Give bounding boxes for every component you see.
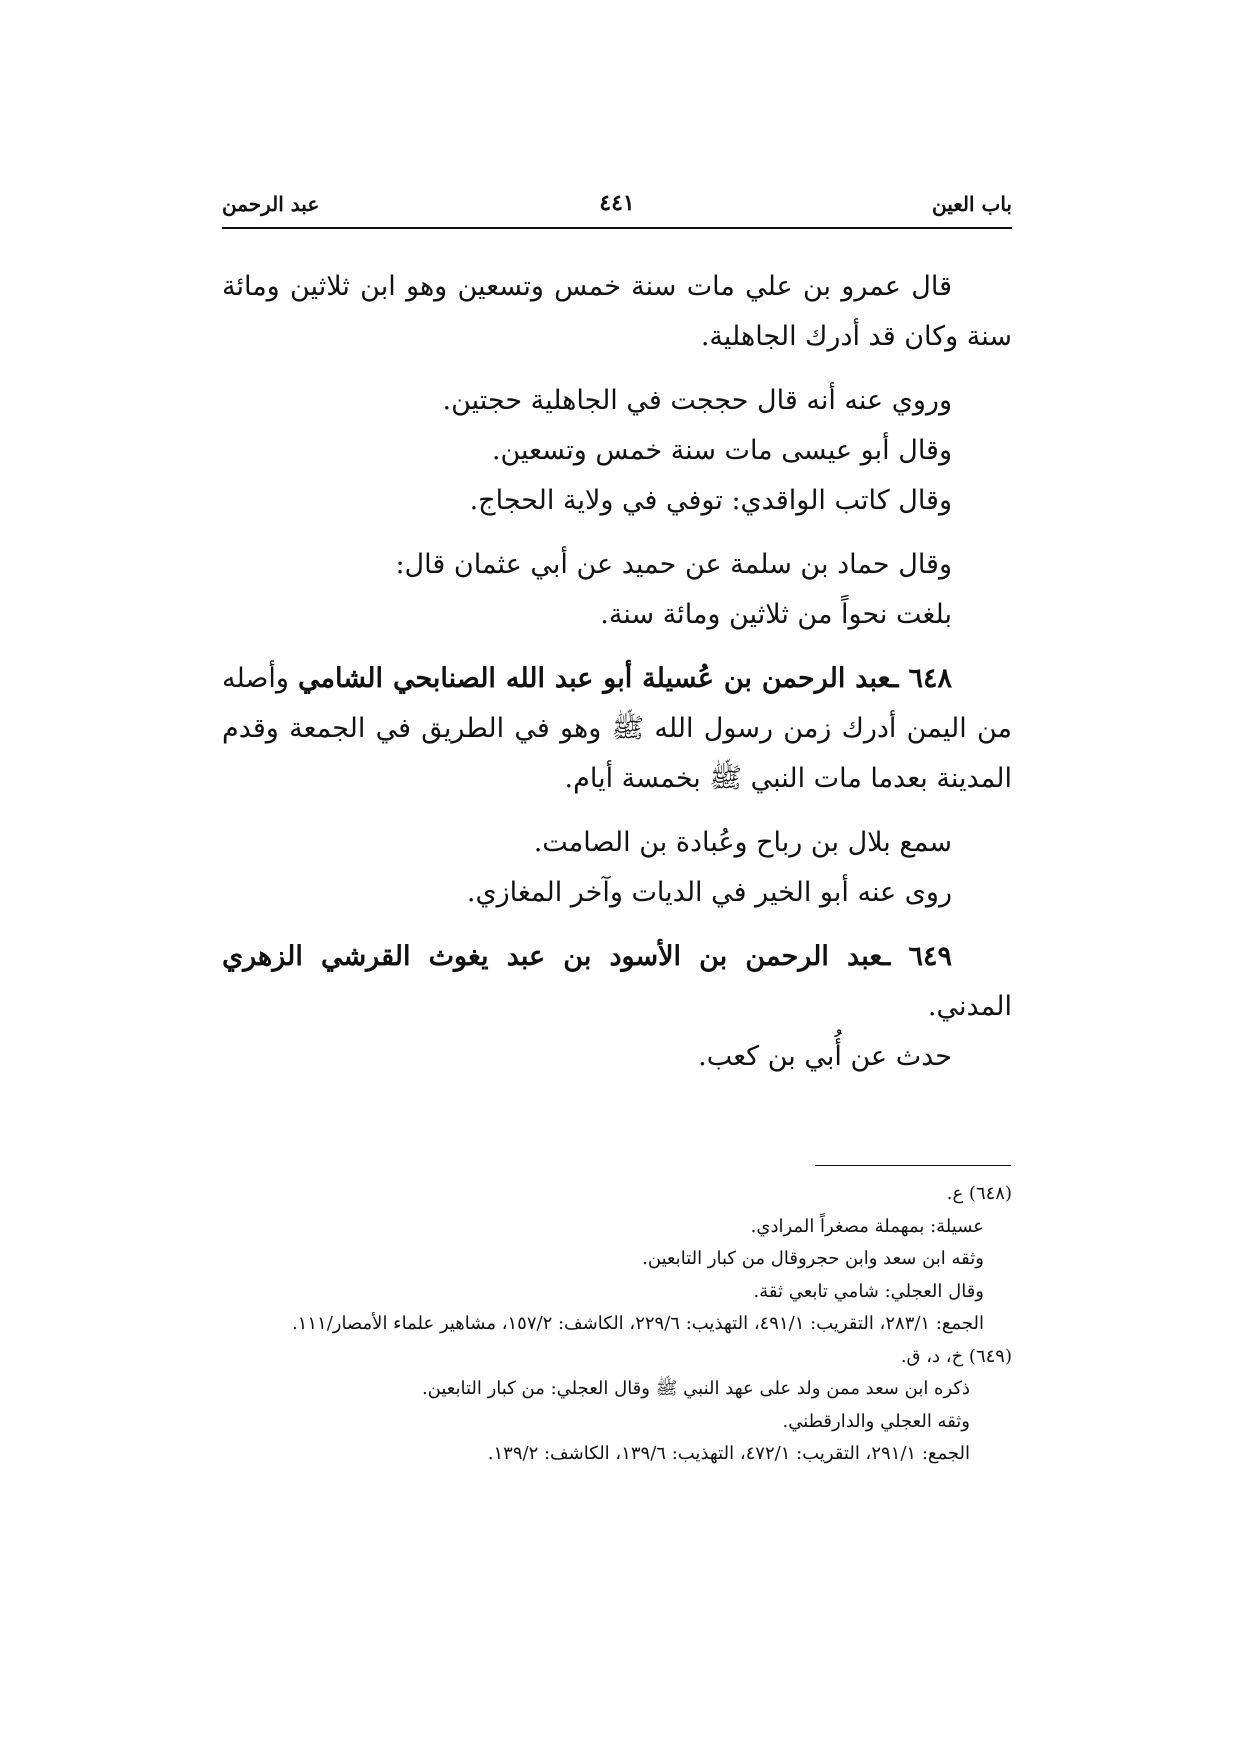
paragraph-death-age: قال عمرو بن علي مات سنة خمس وتسعين وهو ابن ثلاثين ومائة سنة وكان قد أدرك الجاهلية. xyxy=(222,271,1012,352)
footnote-649-heading: (٦٤٩) خ، د، ق. xyxy=(900,1345,1012,1367)
footnotes xyxy=(212,1178,1012,1471)
entry-649-text: المدني. xyxy=(927,991,1012,1022)
line-heard-bilal: سمع بلال بن رباح وعُبادة بن الصامت. xyxy=(533,827,952,858)
entry-648-number: ٦٤٨ ـ xyxy=(890,663,952,694)
line-hajj: وروي عنه أنه قال حججت في الجاهلية حجتين. xyxy=(442,385,952,416)
footnote-648-line: عسيلة: بمهملة مصغراً المرادي. xyxy=(750,1215,984,1237)
entry-649 xyxy=(222,932,1012,1032)
footnote-rule xyxy=(815,1165,1011,1166)
line-waqidi: وقال كاتب الواقدي: توفي في ولاية الحجاج. xyxy=(469,485,952,516)
chapter-title: باب العين xyxy=(931,192,1012,216)
entry-649-name: عبد الرحمن بن الأسود بن عبد يغوث القرشي الزهري xyxy=(222,941,883,972)
footnote-649-line: ذكره ابن سعد ممن ولد على عهد النبي ﷺ وقال العجلي: من كبار التابعين. xyxy=(421,1378,970,1399)
header-rule xyxy=(222,227,1012,229)
entry-648-text: وأصله من اليمن أدرك زمن رسول الله ﷺ وهو في الطريق في الجمعة وقدم المدينة بعدما مات النبي ﷺ بخمسة أيام. xyxy=(222,663,1012,794)
line-abu-khair: روى عنه أبو الخير في الديات وآخر المغازي. xyxy=(466,877,952,908)
entry-649-number: ٦٤٩ ـ xyxy=(882,941,953,972)
footnote-648-heading: (٦٤٨) ع. xyxy=(946,1183,1012,1204)
running-header xyxy=(222,188,1012,228)
page-number: ٤٤١ xyxy=(599,190,635,216)
line-hammad: وقال حماد بن سلمة عن حميد عن أبي عثمان قال: xyxy=(395,549,952,580)
entry-648 xyxy=(222,654,1012,804)
footnote-648-line: وقال العجلي: شامي تابعي ثقة. xyxy=(753,1280,984,1302)
footnote-649-line: وثقه العجلي والدارقطني. xyxy=(782,1410,970,1432)
footnote-648-references: الجمع: ٢٨٣/١، التقريب: ٤٩١/١، التهذيب: ٢٢٩/٦، الكاشف: ١٥٧/٢، مشاهير علماء الأمصار/١١١. xyxy=(291,1313,984,1334)
entry-648-name: عبد الرحمن بن عُسيلة أبو عبد الله الصنابحي الشامي xyxy=(298,663,891,694)
entry-running-title: عبد الرحمن xyxy=(222,192,320,216)
main-text xyxy=(222,262,1012,1082)
line-abu-isa: وقال أبو عيسى مات سنة خمس وتسعين. xyxy=(491,435,952,466)
footnote-649-references: الجمع: ٢٩١/١، التقريب: ٤٧٢/١، التهذيب: ١٣٩/٦، الكاشف: ١٣٩/٢. xyxy=(487,1443,970,1464)
footnote-648-line: وثقه ابن سعد وابن حجروقال من كبار التابعين. xyxy=(642,1248,984,1269)
line-age-130: بلغت نحواً من ثلاثين ومائة سنة. xyxy=(600,599,952,630)
line-ubayy: حدث عن أُبي بن كعب. xyxy=(698,1041,952,1072)
